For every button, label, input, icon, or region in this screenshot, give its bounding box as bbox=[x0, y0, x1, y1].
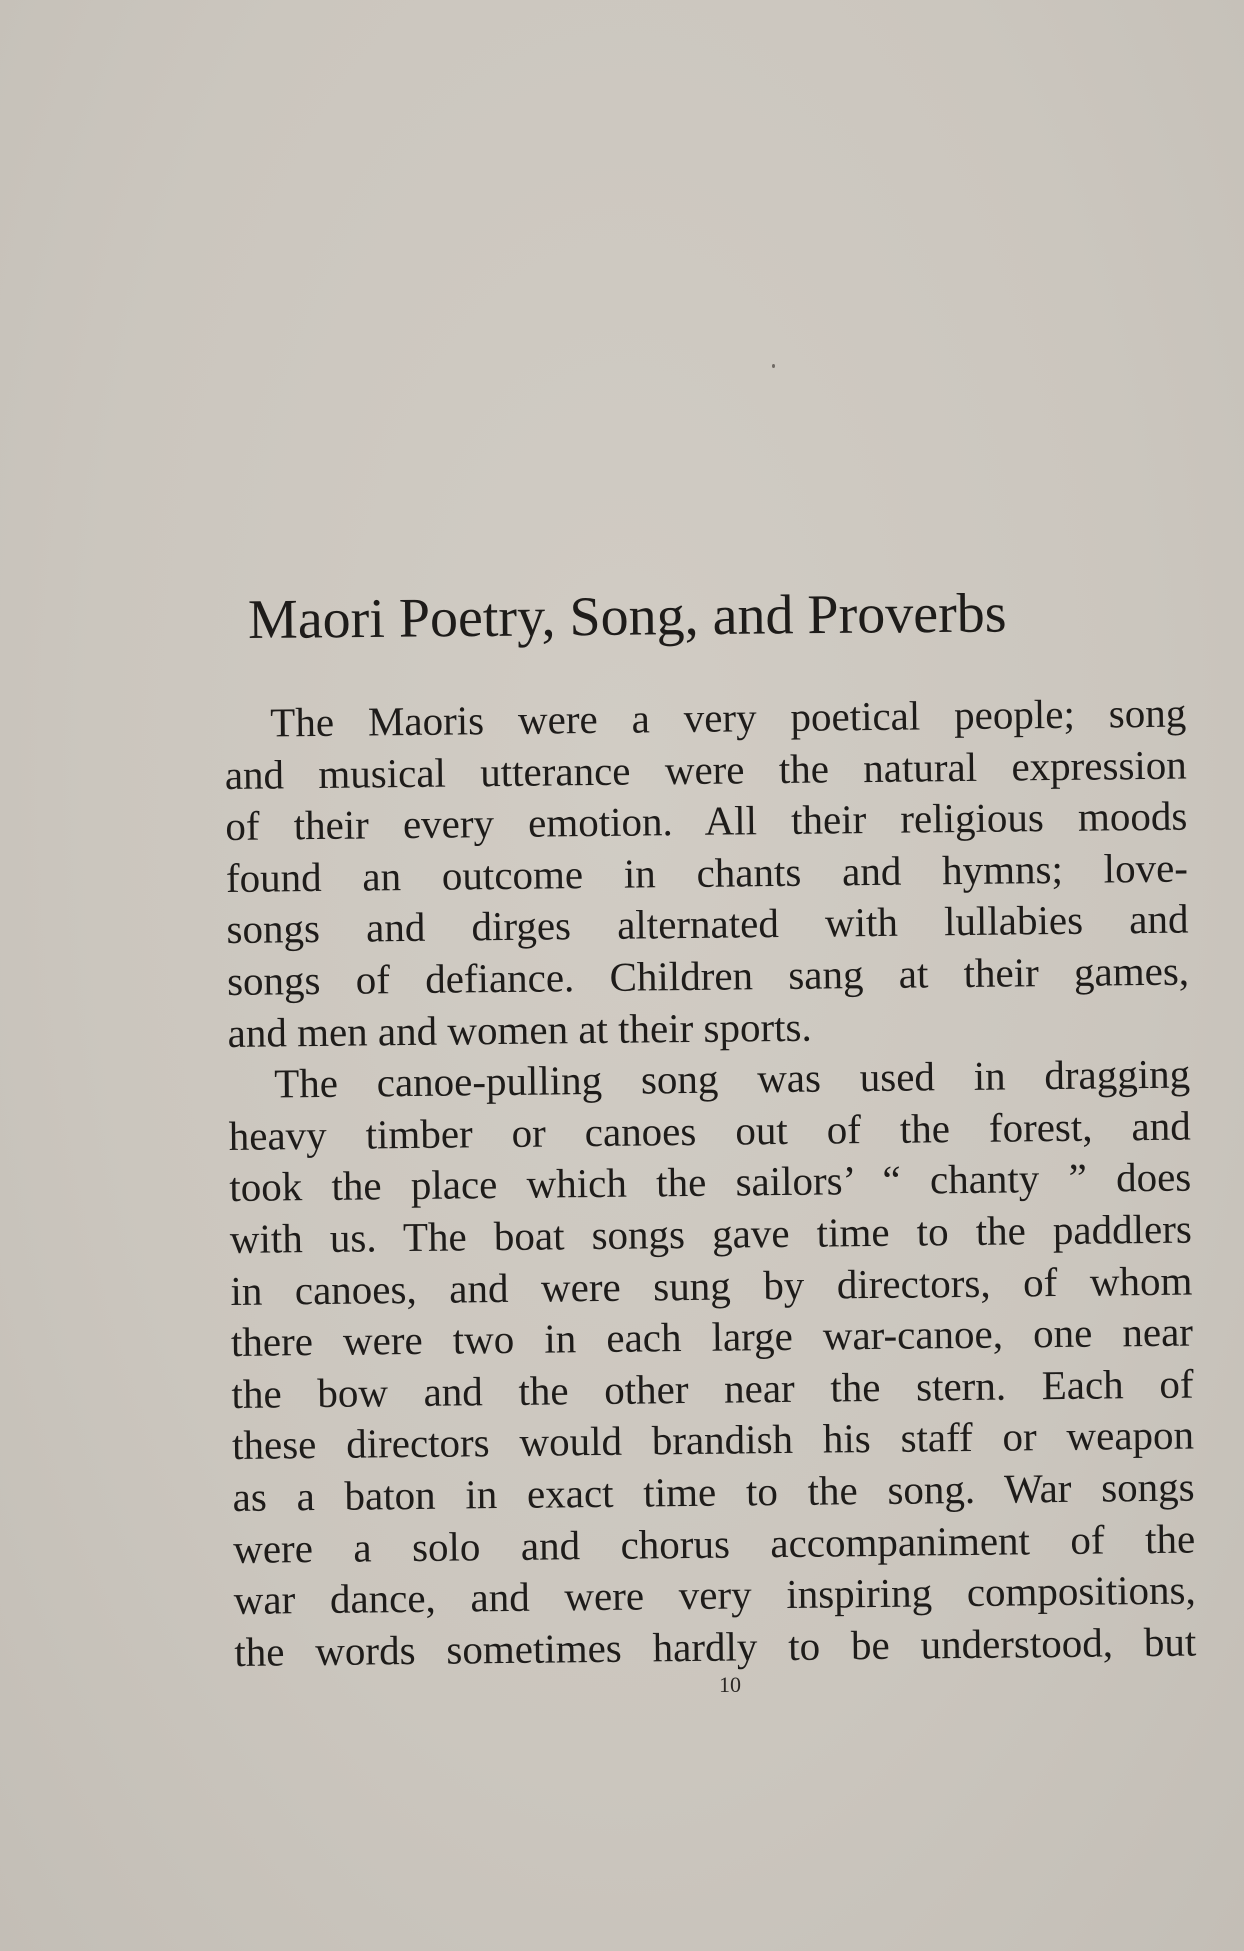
text-line: heavy timber or canoes out of the forest, and bbox=[228, 1102, 1191, 1159]
text-line: and men and women at their sports. bbox=[227, 1003, 812, 1056]
page-number: 10 bbox=[719, 1672, 741, 1697]
text-line: of their every emotion. All their religious moods bbox=[225, 792, 1188, 850]
text-line: The canoe-pulling song was used in dragging bbox=[273, 1050, 1191, 1107]
text-line: and musical utterance were the natural expression bbox=[224, 741, 1188, 798]
body-text bbox=[224, 688, 1197, 1679]
text-line: in canoes, and were sung by directors, of whom bbox=[230, 1257, 1193, 1314]
text-line: the bow and the other near the stern. Each of bbox=[231, 1360, 1194, 1417]
text-line: The Maoris were a very poetical people; song bbox=[270, 689, 1187, 746]
text-line: with us. The boat songs gave time to the paddlers bbox=[229, 1205, 1193, 1262]
text-line: songs and dirges alternated with lullabies and bbox=[226, 895, 1189, 953]
text-line: were a solo and chorus accompaniment of the bbox=[232, 1515, 1196, 1572]
text-line: as a baton in exact time to the song. War songs bbox=[232, 1463, 1195, 1520]
text-line: found an outcome in chants and hymns; love- bbox=[225, 844, 1189, 901]
text-line: took the place which the sailors’ “ chanty ” does bbox=[229, 1153, 1192, 1211]
text-line: there were two in each large war-canoe, one near bbox=[230, 1308, 1194, 1366]
text-line: these directors would brandish his staff or weapon bbox=[231, 1411, 1195, 1469]
chapter-title: Maori Poetry, Song, and Proverbs bbox=[247, 582, 1007, 651]
text-line: war dance, and were very inspiring compositions, bbox=[233, 1566, 1196, 1624]
text-line: the words sometimes hardly to be understood, but bbox=[234, 1618, 1197, 1675]
text-line: songs of defiance. Children sang at their games, bbox=[226, 947, 1190, 1004]
paper-speck bbox=[772, 364, 775, 368]
